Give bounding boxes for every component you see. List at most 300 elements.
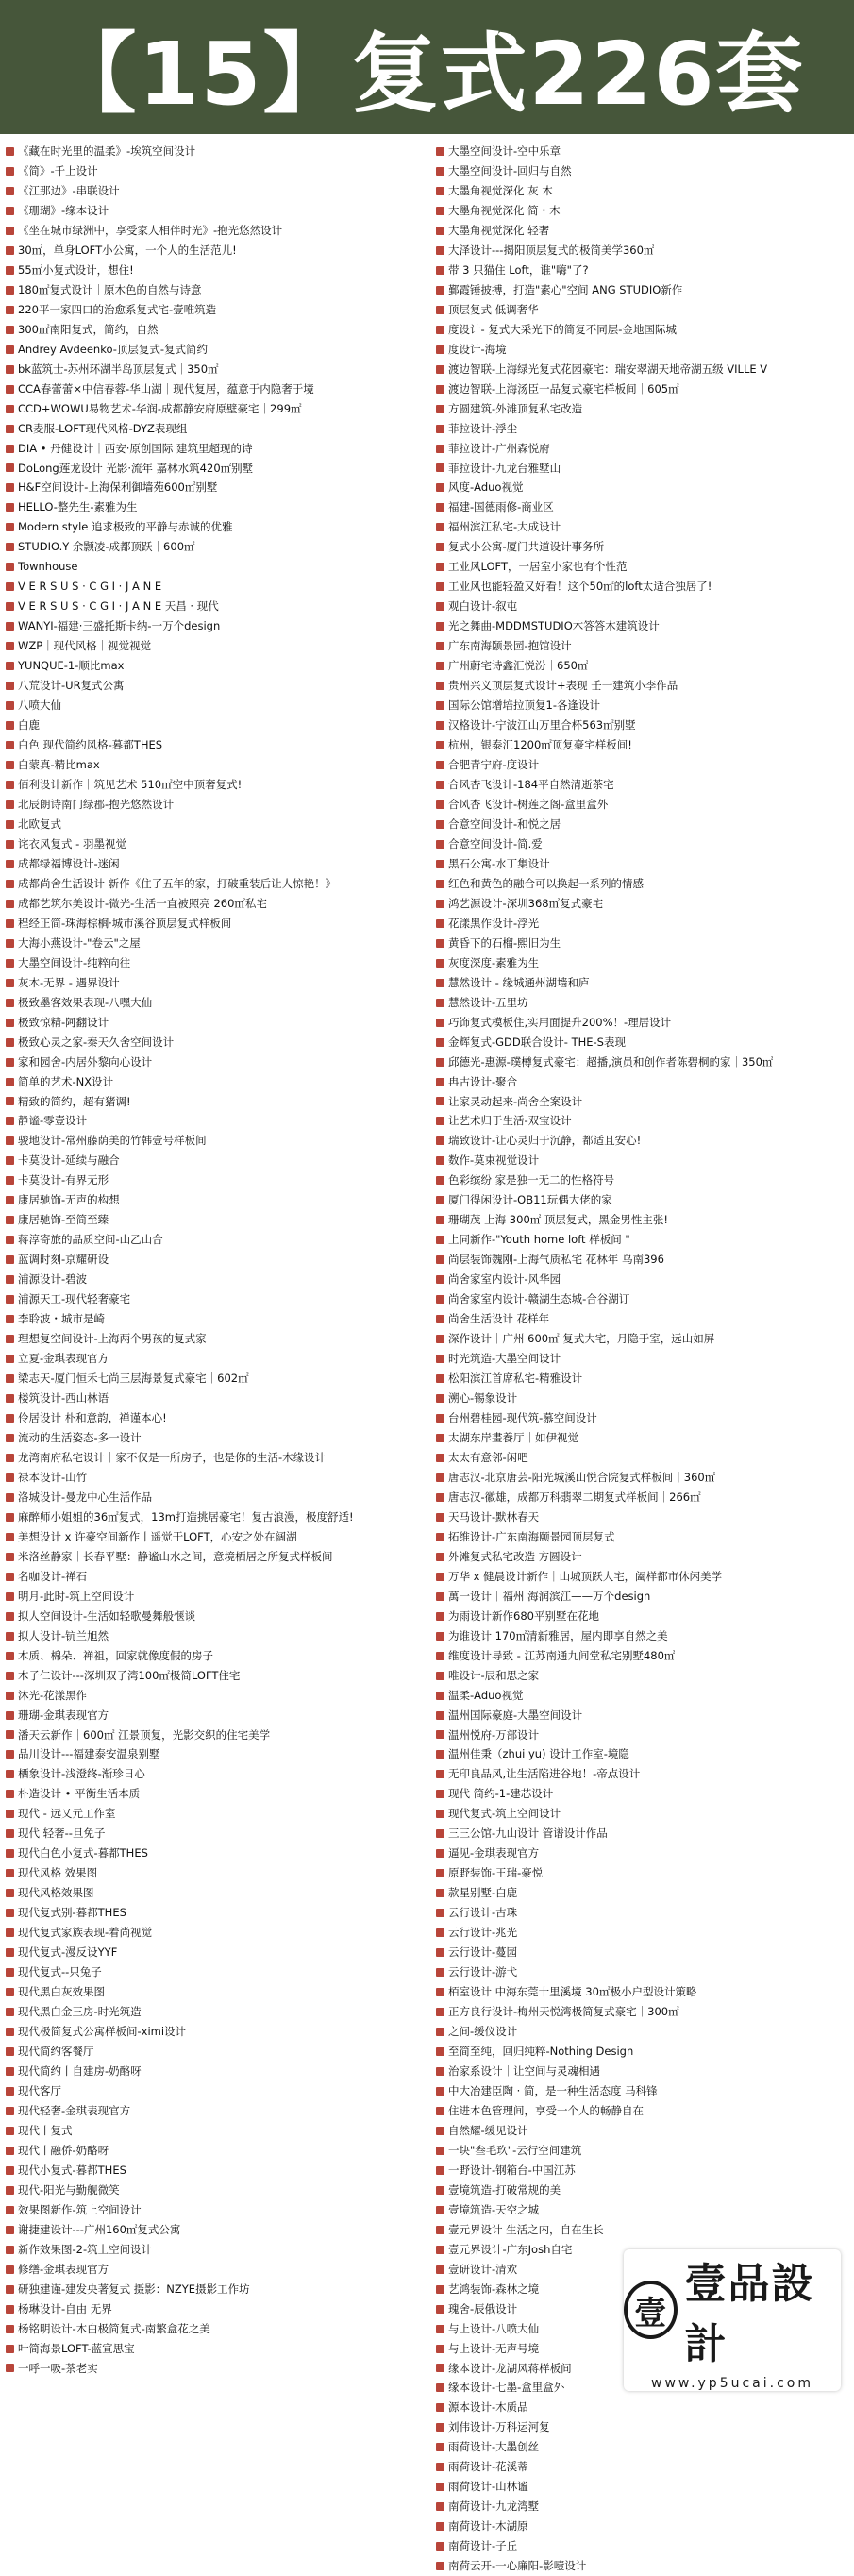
list-item[interactable] [6, 597, 413, 616]
list-item[interactable] [6, 537, 413, 557]
bullet-icon [436, 1216, 444, 1224]
list-item[interactable] [6, 2240, 413, 2260]
list-item[interactable] [6, 1369, 413, 1389]
list-item[interactable] [436, 1210, 844, 1230]
list-item[interactable] [6, 1844, 413, 1863]
list-item-label: 现代复式-筑上空间设计 [448, 1807, 561, 1821]
list-item[interactable] [436, 2556, 844, 2576]
list-item[interactable] [6, 1468, 413, 1488]
list-item[interactable] [436, 1764, 844, 1784]
list-item[interactable] [436, 1527, 844, 1547]
list-item[interactable] [436, 1784, 844, 1804]
list-item[interactable] [6, 1309, 413, 1329]
list-item[interactable] [436, 1052, 844, 1072]
list-item[interactable] [436, 1804, 844, 1824]
bullet-icon [436, 2147, 444, 2155]
bullet-icon [6, 2047, 14, 2056]
list-item[interactable] [436, 221, 844, 241]
list-item[interactable] [6, 1982, 413, 2002]
list-item[interactable] [436, 1488, 844, 1507]
list-item[interactable] [436, 1626, 844, 1646]
list-item[interactable] [6, 2280, 413, 2299]
list-item[interactable] [436, 2517, 844, 2536]
list-item[interactable] [436, 1507, 844, 1527]
list-item[interactable] [436, 142, 844, 161]
list-item-label: 雨荷设计-山林谧 [448, 2480, 528, 2494]
list-item[interactable] [6, 834, 413, 854]
list-item-label: 大墨空间设计-回归与自然 [448, 163, 572, 177]
list-item-label: 款星别墅-白鹿 [448, 1886, 518, 1900]
list-item[interactable] [6, 2260, 413, 2280]
list-item[interactable] [6, 1289, 413, 1309]
list-item[interactable] [6, 676, 413, 696]
list-item[interactable] [6, 795, 413, 815]
list-item-label: H&F空间设计-上海保利御墙苑600㎡别墅 [18, 480, 218, 495]
bullet-icon [6, 2206, 14, 2214]
bullet-icon [6, 1730, 14, 1739]
list-item[interactable] [6, 379, 413, 399]
list-item[interactable] [6, 1170, 413, 1190]
list-item[interactable] [436, 1903, 844, 1923]
list-item[interactable] [436, 1349, 844, 1369]
list-item[interactable] [6, 2042, 413, 2062]
list-item[interactable] [436, 854, 844, 874]
list-item[interactable] [6, 874, 413, 894]
list-item[interactable] [436, 419, 844, 439]
list-item[interactable] [6, 2022, 413, 2042]
list-item[interactable] [6, 1190, 413, 1210]
list-item[interactable] [6, 993, 413, 1013]
list-item[interactable] [6, 1250, 413, 1270]
list-item[interactable] [6, 1883, 413, 1903]
bullet-icon [436, 2047, 444, 2056]
list-item[interactable] [6, 557, 413, 577]
list-item-label: 慧然设计 - 缘城通州湖墙和庐 [448, 975, 590, 989]
list-item[interactable] [436, 1844, 844, 1863]
list-item[interactable] [436, 894, 844, 914]
list-item[interactable] [6, 320, 413, 340]
list-item[interactable] [6, 894, 413, 914]
list-item-label: 广州蔚宅诗鑫汇悦汾｜650㎡ [448, 659, 589, 673]
list-item[interactable] [6, 459, 413, 479]
list-item-label: 合肥青宁府-度设计 [448, 758, 540, 772]
list-item-label: 厦门得闲设计-OB11玩偶大佬的家 [448, 1193, 612, 1207]
list-item[interactable] [436, 2042, 844, 2062]
list-item[interactable] [6, 1923, 413, 1943]
bullet-icon [6, 2127, 14, 2135]
list-item[interactable] [436, 2477, 844, 2497]
list-item[interactable] [436, 300, 844, 320]
list-item[interactable] [6, 517, 413, 537]
list-item-label: 外滩复式私宅改造 方圆设计 [448, 1549, 582, 1563]
list-item[interactable] [436, 1289, 844, 1309]
list-item[interactable] [436, 320, 844, 340]
list-item[interactable] [6, 161, 413, 181]
list-item[interactable] [436, 616, 844, 636]
list-item[interactable] [6, 478, 413, 497]
list-item[interactable] [6, 1428, 413, 1448]
list-item[interactable] [6, 1962, 413, 1982]
list-item[interactable] [6, 2161, 413, 2180]
list-item[interactable] [436, 1190, 844, 1210]
bullet-icon [436, 405, 444, 413]
list-item[interactable] [436, 577, 844, 597]
list-item[interactable] [436, 934, 844, 953]
list-item-label: 瑞致设计-让心灵归于沉静，都适且安心! [448, 1134, 642, 1148]
list-item[interactable] [6, 261, 413, 280]
list-item[interactable] [6, 1824, 413, 1844]
list-item-label: 与上设计-无声号境 [448, 2341, 540, 2355]
list-item[interactable] [436, 2180, 844, 2200]
list-item[interactable] [436, 459, 844, 479]
list-item[interactable] [436, 1587, 844, 1607]
bullet-icon [6, 2186, 14, 2195]
list-item[interactable] [436, 1923, 844, 1943]
list-item[interactable] [436, 1230, 844, 1250]
bullet-icon [6, 860, 14, 868]
list-item[interactable] [6, 1092, 413, 1112]
bullet-icon [436, 1948, 444, 1957]
list-item-label: 一呼一吸-茶老实 [18, 2361, 98, 2375]
list-item[interactable] [6, 2141, 413, 2161]
list-item[interactable] [6, 1706, 413, 1726]
list-item[interactable] [436, 1744, 844, 1764]
list-item[interactable] [6, 2299, 413, 2319]
bullet-icon [436, 345, 444, 354]
list-item[interactable] [436, 379, 844, 399]
bullet-icon [436, 523, 444, 531]
list-item[interactable] [436, 2417, 844, 2437]
list-item[interactable] [436, 1389, 844, 1408]
list-item[interactable] [436, 2220, 844, 2240]
list-item[interactable] [436, 1170, 844, 1190]
list-item-label: 温州国际豪庭-大墨空间设计 [448, 1708, 583, 1722]
list-item[interactable] [436, 636, 844, 656]
bullet-icon [436, 365, 444, 374]
list-item[interactable] [436, 953, 844, 973]
list-item[interactable] [6, 201, 413, 221]
list-item-label: 大墨角视觉深化 灰 木 [448, 183, 553, 197]
list-item-label: 修缮-金琪表现官方 [18, 2262, 109, 2276]
list-item-label: 萬一设计｜福州 海润滨江——万个design [448, 1589, 651, 1603]
list-item[interactable] [6, 2220, 413, 2240]
list-item[interactable] [436, 557, 844, 577]
list-item[interactable] [436, 2437, 844, 2457]
list-item[interactable] [436, 993, 844, 1013]
list-item[interactable] [6, 1784, 413, 1804]
list-item[interactable] [6, 1329, 413, 1349]
list-item-label: 极致心灵之家-秦天久舍空间设计 [18, 1035, 175, 1049]
list-item[interactable] [436, 2161, 844, 2180]
list-item[interactable] [6, 2081, 413, 2101]
bullet-icon [436, 2127, 444, 2135]
list-item[interactable] [6, 914, 413, 934]
list-item-label: 黑石公寓-水丁集设计 [448, 856, 550, 870]
bullet-icon [6, 1909, 14, 1917]
list-item[interactable] [6, 2002, 413, 2022]
list-item[interactable] [436, 1092, 844, 1112]
list-item[interactable] [436, 161, 844, 181]
list-item[interactable] [436, 2141, 844, 2161]
list-item[interactable] [436, 1111, 844, 1131]
bullet-icon [6, 2305, 14, 2314]
bullet-icon [6, 483, 14, 492]
list-item[interactable] [6, 1646, 413, 1666]
list-item[interactable] [6, 1210, 413, 1230]
list-item[interactable] [436, 1982, 844, 2002]
list-item[interactable] [436, 973, 844, 993]
list-item[interactable] [436, 497, 844, 517]
list-item[interactable] [6, 1863, 413, 1883]
list-item[interactable] [436, 1726, 844, 1745]
bullet-icon [6, 1652, 14, 1660]
list-item[interactable] [6, 1230, 413, 1250]
list-item[interactable] [436, 1962, 844, 1982]
list-item[interactable] [6, 854, 413, 874]
list-item[interactable] [6, 953, 413, 973]
list-item[interactable] [6, 399, 413, 419]
list-item[interactable] [436, 1013, 844, 1033]
bullet-icon [6, 2265, 14, 2274]
list-item-label: 松阳滨江首席私宅-精雅设计 [448, 1372, 583, 1386]
list-item[interactable] [436, 537, 844, 557]
bullet-icon [436, 1414, 444, 1423]
list-item[interactable] [436, 1270, 844, 1289]
list-item[interactable] [436, 201, 844, 221]
list-item[interactable] [436, 1033, 844, 1052]
list-item[interactable] [436, 2398, 844, 2417]
list-item[interactable] [6, 2180, 413, 2200]
list-item[interactable] [436, 716, 844, 735]
list-item[interactable] [436, 1329, 844, 1349]
left-list [6, 142, 413, 2378]
list-item[interactable] [6, 1270, 413, 1289]
bullet-icon [6, 1038, 14, 1047]
bullet-icon [436, 701, 444, 710]
list-item[interactable] [436, 478, 844, 497]
list-item[interactable] [436, 1309, 844, 1329]
list-item[interactable] [436, 775, 844, 795]
list-item[interactable] [6, 735, 413, 755]
list-item[interactable] [6, 1527, 413, 1547]
list-item[interactable] [6, 360, 413, 379]
list-item[interactable] [6, 2319, 413, 2339]
list-item[interactable] [6, 1607, 413, 1626]
list-item[interactable] [436, 1072, 844, 1092]
list-item[interactable] [6, 1547, 413, 1567]
list-item[interactable] [6, 1013, 413, 1033]
list-item-label: 现代轻奢-金琪表现官方 [18, 2103, 131, 2117]
list-item[interactable] [436, 1448, 844, 1468]
list-item[interactable] [436, 1250, 844, 1270]
list-item[interactable] [6, 142, 413, 161]
list-item-label: 浦源天工-现代轻奢豪宅 [18, 1292, 131, 1306]
list-item[interactable] [6, 815, 413, 834]
list-item-label: 大墨空间设计-纯粹向往 [18, 955, 131, 969]
logo-name: 壹品設計 [684, 2260, 815, 2368]
list-item[interactable] [436, 1863, 844, 1883]
list-item[interactable] [6, 1389, 413, 1408]
list-item[interactable] [436, 261, 844, 280]
list-item[interactable] [436, 241, 844, 261]
bullet-icon [436, 1355, 444, 1363]
list-item[interactable] [6, 181, 413, 201]
list-item[interactable] [6, 934, 413, 953]
list-item-label: 极致墨客效果表现-八嘿大仙 [18, 995, 153, 1009]
list-item[interactable] [436, 795, 844, 815]
bullet-icon [436, 582, 444, 591]
list-item[interactable] [436, 2062, 844, 2081]
list-item[interactable] [6, 2200, 413, 2220]
list-item[interactable] [436, 1883, 844, 1903]
list-item[interactable] [436, 439, 844, 459]
list-item[interactable] [6, 340, 413, 360]
list-item[interactable] [6, 1488, 413, 1507]
list-item[interactable] [6, 616, 413, 636]
list-item[interactable] [436, 2497, 844, 2517]
bullet-icon [6, 1176, 14, 1185]
list-item[interactable] [6, 577, 413, 597]
bullet-icon [6, 1573, 14, 1581]
list-item-label: 灰度深度-素雅为生 [448, 955, 540, 969]
list-item[interactable] [6, 1052, 413, 1072]
list-item-label: WZP｜现代风格｜视觉视觉 [18, 639, 152, 653]
list-item[interactable] [436, 360, 844, 379]
list-item[interactable] [6, 1943, 413, 1962]
list-item[interactable] [436, 2457, 844, 2477]
list-item[interactable] [6, 2339, 413, 2359]
list-item[interactable] [6, 439, 413, 459]
list-item[interactable] [436, 1131, 844, 1151]
list-item[interactable] [436, 280, 844, 300]
list-item[interactable] [6, 221, 413, 241]
bullet-icon [436, 1136, 444, 1145]
list-item-label: 大泽设计---揭阳顶层复式的极简美学360㎡ [448, 243, 655, 257]
list-item-label: 无印良品风,让生活陷进谷地！-帝点设计 [448, 1767, 641, 1781]
list-item-label: 壹境筑造-打破常规的美 [448, 2182, 561, 2197]
list-item[interactable] [6, 1726, 413, 1745]
list-item-label: 300㎡南阳复式，简约，自然 [18, 322, 159, 336]
list-item[interactable] [6, 1408, 413, 1428]
list-item[interactable] [436, 1824, 844, 1844]
list-item[interactable] [436, 1468, 844, 1488]
list-item[interactable] [6, 656, 413, 676]
list-item[interactable] [436, 1943, 844, 1962]
list-item-label: 研独建谨-建发央著复式 摄影：NZYE摄影工作坊 [18, 2281, 250, 2296]
list-item[interactable] [436, 1706, 844, 1726]
list-item[interactable] [436, 1408, 844, 1428]
list-item[interactable] [6, 1804, 413, 1824]
list-item[interactable] [6, 716, 413, 735]
list-item[interactable] [6, 1744, 413, 1764]
list-item[interactable] [6, 2359, 413, 2379]
list-item[interactable] [6, 1507, 413, 1527]
list-item[interactable] [6, 696, 413, 716]
list-item[interactable] [6, 1587, 413, 1607]
list-item[interactable] [436, 2002, 844, 2022]
list-item[interactable] [436, 1646, 844, 1666]
list-item[interactable] [6, 1349, 413, 1369]
list-item[interactable] [6, 241, 413, 261]
list-item[interactable] [6, 497, 413, 517]
list-item[interactable] [6, 1151, 413, 1170]
bullet-icon [436, 1493, 444, 1502]
list-item[interactable] [6, 2121, 413, 2141]
list-item[interactable] [436, 399, 844, 419]
list-item[interactable] [6, 2101, 413, 2121]
list-item[interactable] [6, 1131, 413, 1151]
list-item[interactable] [6, 1626, 413, 1646]
bullet-icon [6, 1255, 14, 1264]
list-item[interactable] [6, 1764, 413, 1784]
list-item[interactable] [436, 1686, 844, 1706]
list-item[interactable] [436, 1369, 844, 1389]
list-item-label: 渡边智联-上海汤臣一品复式豪宅样板间｜605㎡ [448, 381, 679, 396]
list-item[interactable] [436, 815, 844, 834]
list-item-label: 太湖东岸畫養厅｜如伊视觉 [448, 1430, 578, 1444]
list-item[interactable] [436, 755, 844, 775]
list-item[interactable] [436, 2121, 844, 2141]
list-item[interactable] [6, 2062, 413, 2081]
list-item[interactable] [6, 1903, 413, 1923]
list-item[interactable] [436, 676, 844, 696]
list-item[interactable] [436, 696, 844, 716]
list-item-label: 黄昏下的石榴-熙旧为生 [448, 935, 561, 950]
list-item[interactable] [6, 1072, 413, 1092]
bullet-icon [6, 1829, 14, 1838]
list-item[interactable] [6, 1686, 413, 1706]
list-item[interactable] [436, 2081, 844, 2101]
list-item[interactable] [436, 340, 844, 360]
list-item[interactable] [6, 1666, 413, 1686]
list-item[interactable] [436, 597, 844, 616]
list-item[interactable] [6, 300, 413, 320]
list-item[interactable] [436, 2536, 844, 2556]
list-item[interactable] [6, 1448, 413, 1468]
list-item[interactable] [6, 636, 413, 656]
bullet-icon [6, 939, 14, 948]
list-item-label: 缘本设计-龙湖风蒋样板间 [448, 2361, 572, 2375]
bullet-icon [436, 1038, 444, 1047]
list-item[interactable] [6, 1567, 413, 1587]
list-item[interactable] [436, 1428, 844, 1448]
list-item[interactable] [436, 517, 844, 537]
list-item[interactable] [6, 973, 413, 993]
list-item[interactable] [436, 2022, 844, 2042]
list-item[interactable] [436, 834, 844, 854]
list-item[interactable] [436, 914, 844, 934]
list-item[interactable] [436, 1607, 844, 1626]
list-item[interactable] [436, 1567, 844, 1587]
list-item[interactable] [6, 1033, 413, 1052]
list-item[interactable] [6, 280, 413, 300]
list-item[interactable] [436, 874, 844, 894]
list-item[interactable] [436, 656, 844, 676]
list-item[interactable] [6, 419, 413, 439]
bullet-icon [436, 682, 444, 690]
bullet-icon [6, 1434, 14, 1442]
list-item[interactable] [436, 2101, 844, 2121]
list-item[interactable] [6, 775, 413, 795]
list-item[interactable] [436, 1547, 844, 1567]
list-item[interactable] [6, 1111, 413, 1131]
list-item[interactable] [436, 1666, 844, 1686]
list-item[interactable] [436, 2200, 844, 2220]
list-item[interactable] [436, 735, 844, 755]
list-item[interactable] [436, 1151, 844, 1170]
list-item[interactable] [436, 181, 844, 201]
list-item[interactable] [6, 755, 413, 775]
